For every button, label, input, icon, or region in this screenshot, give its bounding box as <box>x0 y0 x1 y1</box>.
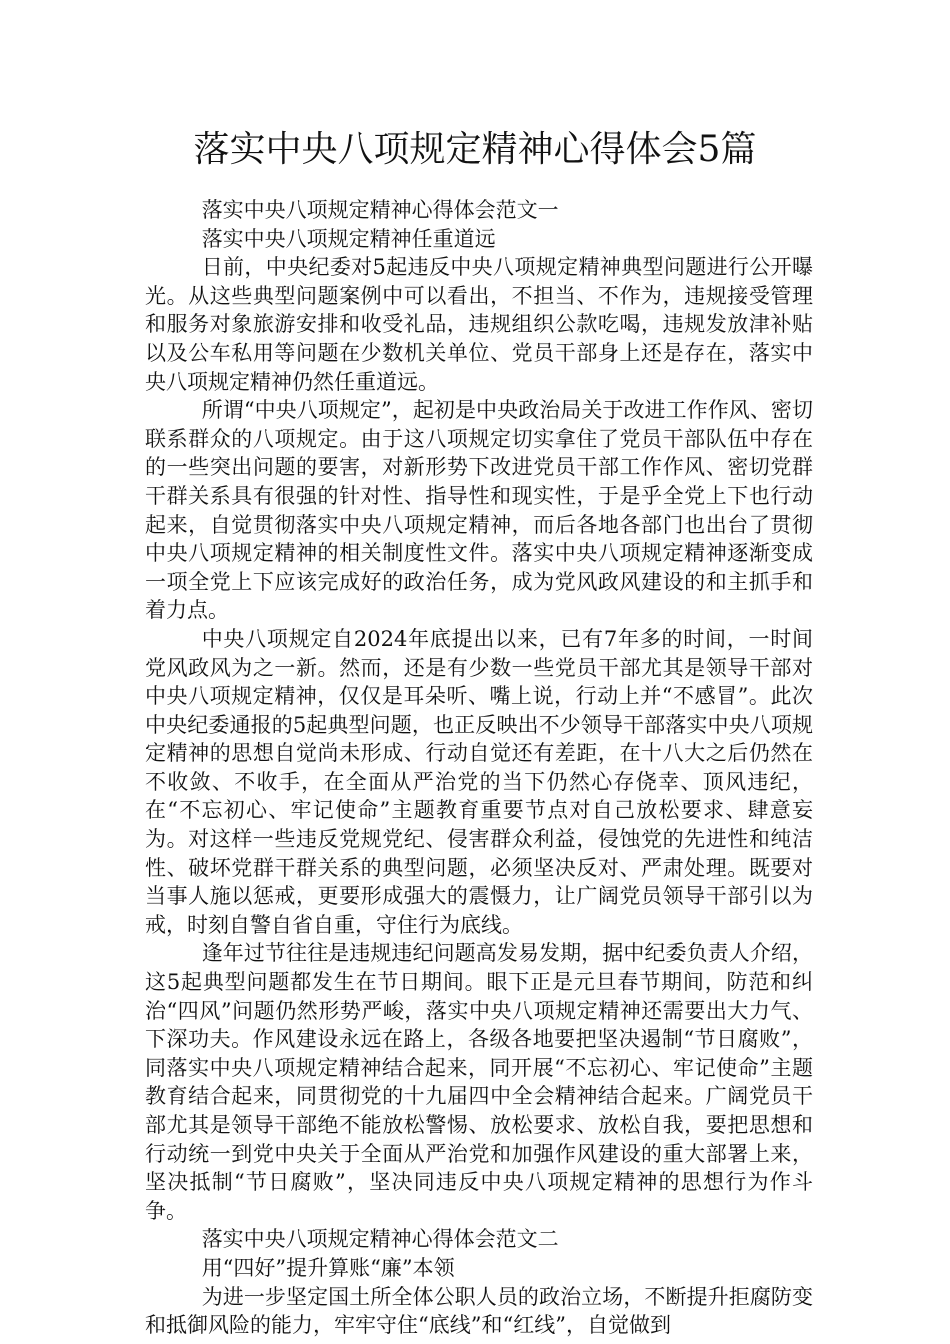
body-paragraph: 中央八项规定自2024年底提出以来，已有7年多的时间，一时间党风政风为之一新。然而，还是有少数一些党员干部尤其是领导干部对中央八项规定精神，仅仅是耳朵听、嘴上说，行动上并“不感冒”。此次中央纪委通报的5起典型问题，也正反映出不少领导干部落实中央八项规定精神的思想自觉尚未形成、行动自觉还有差距，在十八大之后仍然在不收敛、不收手，在全面从严治党的当下仍然心存侥幸、顶风违纪，在“不忘初心、牢记使命”主题教育重要节点对自己放松要求、肆意妄为。对这样一些违反党规党纪、侵害群众利益，侵蚀党的先进性和纯洁性、破坏党群干群关系的典型问题，必须坚决反对、严肃处理。既要对当事人施以惩戒，更要形成强大的震慑力，让广阔党员领导干部引以为戒，时刻自警自省自重，守住行为底线。 <box>145 626 813 937</box>
section-heading-2: 落实中央八项规定精神心得体会范文二 <box>201 1227 559 1252</box>
body-paragraph: 为进一步坚定国土所全体公职人员的政治立场，不断提升拒腐防变和抵御风险的能力，牢牢守住“底线”和“红线”，自觉做到 <box>145 1284 813 1338</box>
section-subheading-2: 用“四好”提升算账“廉”本领 <box>201 1255 455 1280</box>
body-paragraph: 逢年过节往往是违规违纪问题高发易发期，据中纪委负责人介绍，这5起典型问题都发生在节日期间。眼下正是元旦春节期间，防范和纠治“四风”问题仍然形势严峻，落实中央八项规定精神还需要出大力气、下深功夫。作风建设永远在路上，各级各地要把坚决遏制“节日腐败”，同落实中央八项规定精神结合起来，同开展“不忘初心、牢记使命”主题教育结合起来，同贯彻党的十九届四中全会精神结合起来。广阔党员干部尤其是领导干部绝不能放松警惕、放松要求、放松自我，要把思想和行动统一到党中央关于全面从严治党和加强作风建设的重大部署上来，坚决抵制“节日腐败”，坚决同违反中央八项规定精神的思想行为作斗争。 <box>145 941 813 1223</box>
section-subheading-1: 落实中央八项规定精神任重道远 <box>201 226 496 251</box>
body-paragraph: 所谓“中央八项规定”，起初是中央政治局关于改进工作作风、密切联系群众的八项规定。由于这八项规定切实拿住了党员干部队伍中存在的一些突出问题的要害，对新形势下改进党员干部工作作风、密切党群干群关系具有很强的针对性、指导性和现实性，于是乎全党上下也行动起来，自觉贯彻落实中央八项规定精神，而后各地各部门也出台了贯彻中央八项规定精神的相关制度性文件。落实中央八项规定精神逐渐变成一项全党上下应该完成好的政治任务，成为党风政风建设的和主抓手和着力点。 <box>145 398 813 623</box>
document-body <box>145 196 813 1340</box>
section-heading-1: 落实中央八项规定精神心得体会范文一 <box>201 198 559 222</box>
document-title: 落实中央八项规定精神心得体会5篇 <box>193 129 757 170</box>
body-paragraph: 日前，中央纪委对5起违反中央八项规定精神典型问题进行公开曝光。从这些典型问题案例中可以看出，不担当、不作为，违规接受管理和服务对象旅游安排和收受礼品，违规组织公款吃喝，违规发放津补贴以及公车私用等问题在少数机关单位、党员干部身上还是存在，落实中央八项规定精神仍然任重道远。 <box>145 255 813 394</box>
